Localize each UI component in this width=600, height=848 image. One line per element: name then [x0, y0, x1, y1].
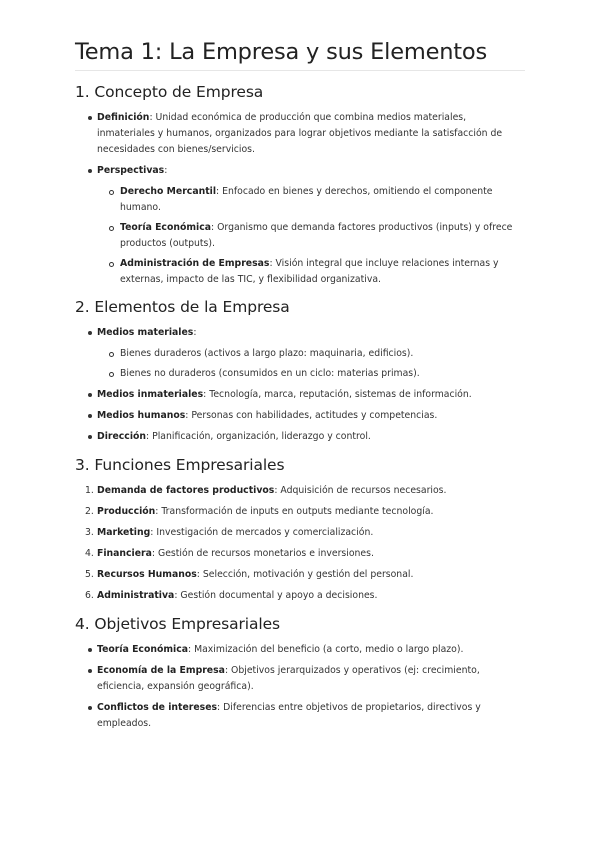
list-item-medios-inmateriales — [75, 387, 525, 403]
item-term: Teoría Económica — [97, 644, 188, 655]
elementos-list — [75, 325, 525, 445]
item-term: Demanda de factores productivos — [97, 485, 275, 496]
numbered-item — [75, 588, 525, 604]
item-term: Medios materiales — [97, 327, 194, 338]
objetivos-list — [75, 642, 525, 732]
item-text: : Personas con habilidades, actitudes y competencias. — [185, 410, 438, 421]
item-number: 6. — [85, 590, 94, 601]
document-title: Tema 1: La Empresa y sus Elementos — [75, 36, 525, 71]
numbered-item — [75, 483, 525, 499]
item-text: : Maximización del beneficio (a corto, medio o largo plazo). — [188, 644, 464, 655]
numbered-item — [75, 504, 525, 520]
item-number: 4. — [85, 548, 94, 559]
concepto-list — [75, 110, 525, 288]
item-text: : Gestión documental y apoyo a decisiones. — [174, 590, 378, 601]
list-item-definicion — [75, 110, 525, 158]
item-number: 5. — [85, 569, 94, 580]
item-term: Definición — [97, 112, 150, 123]
item-term: Marketing — [97, 527, 151, 538]
item-text: : Adquisición de recursos necesarios. — [274, 485, 447, 496]
item-term: Dirección — [97, 431, 147, 442]
item-term: Perspectivas — [97, 165, 165, 176]
section-heading-funciones: 3. Funciones Empresariales — [75, 456, 285, 474]
item-text: : Organismo que demanda factores productivos (inputs) y ofrece productos (outputs). — [120, 222, 513, 249]
section-heading-elementos: 2. Elementos de la Empresa — [75, 298, 290, 316]
item-term: Medios inmateriales — [97, 389, 204, 400]
item-text: : Transformación de inputs en outputs mediante tecnología. — [155, 506, 434, 517]
list-item-conflictos — [75, 700, 525, 732]
item-text: : Objetivos jerarquizados y operativos (ej: crecimiento, eficiencia, expansión geográfica). — [97, 665, 480, 692]
item-term: Financiera — [97, 548, 152, 559]
section-heading-objetivos: 4. Objetivos Empresariales — [75, 615, 281, 633]
numbered-item — [75, 546, 525, 562]
sublist-item — [97, 184, 525, 216]
item-term: Economía de la Empresa — [97, 665, 225, 676]
list-item-direccion — [75, 429, 525, 445]
item-term: Producción — [97, 506, 156, 517]
item-text: Bienes no duraderos (consumidos en un ciclo: materias primas). — [120, 368, 420, 379]
item-term: Administración de Empresas — [120, 258, 270, 269]
item-text: : Diferencias entre objetivos de propietarios, directivos y empleados. — [97, 702, 481, 729]
item-number: 1. — [85, 485, 94, 496]
list-item-perspectivas — [75, 163, 525, 288]
item-term: Derecho Mercantil — [120, 186, 217, 197]
item-text: : Tecnología, marca, reputación, sistemas de información. — [203, 389, 472, 400]
item-term: Recursos Humanos — [97, 569, 197, 580]
item-text: : Unidad económica de producción que combina medios materiales, inmateriales y humanos, organizados para lograr objetivos mediante la satisfacción de necesidades con bienes/servicios. — [97, 112, 503, 155]
medios-materiales-sublist — [97, 346, 525, 382]
sublist-item — [97, 220, 525, 252]
item-number: 2. — [85, 506, 94, 517]
list-item-medios-materiales — [75, 325, 525, 382]
numbered-item — [75, 525, 525, 541]
item-text: : Investigación de mercados y comercialización. — [150, 527, 374, 538]
item-text: : — [164, 165, 168, 176]
item-text: : Visión integral que incluye relaciones internas y externas, impacto de las TIC, y flexibilidad organizativa. — [120, 258, 499, 285]
item-term: Administrativa — [97, 590, 175, 601]
list-item-medios-humanos — [75, 408, 525, 424]
sublist-item — [97, 366, 525, 382]
item-text: : Enfocado en bienes y derechos, omitiendo el componente humano. — [120, 186, 493, 213]
item-text: : Planificación, organización, liderazgo y control. — [146, 431, 371, 442]
item-text: Bienes duraderos (activos a largo plazo: maquinaria, edificios). — [120, 348, 414, 359]
item-term: Medios humanos — [97, 410, 186, 421]
item-term: Conflictos de intereses — [97, 702, 218, 713]
section-heading-concepto: 1. Concepto de Empresa — [75, 83, 264, 101]
item-number: 3. — [85, 527, 94, 538]
funciones-list — [75, 483, 525, 604]
sublist-item — [97, 346, 525, 362]
item-text: : — [193, 327, 197, 338]
item-text: : Selección, motivación y gestión del personal. — [196, 569, 414, 580]
numbered-item — [75, 567, 525, 583]
list-item-teoria-economica — [75, 642, 525, 658]
item-term: Teoría Económica — [120, 222, 211, 233]
perspectivas-sublist — [97, 184, 525, 288]
list-item-economia-empresa — [75, 663, 525, 695]
sublist-item — [97, 256, 525, 288]
item-text: : Gestión de recursos monetarios e inversiones. — [151, 548, 374, 559]
